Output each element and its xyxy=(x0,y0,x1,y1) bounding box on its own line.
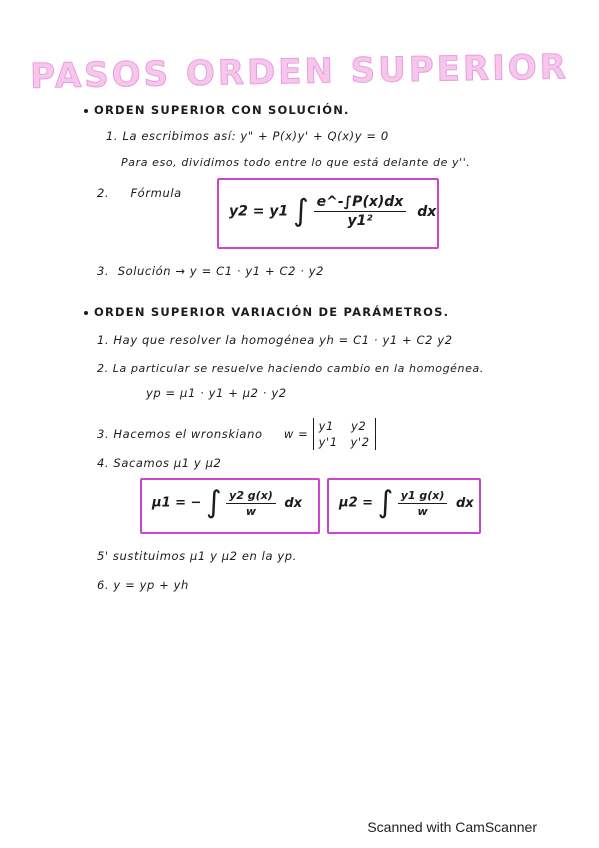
section2-step2: 2. La particular se resuelve haciendo cambio en la homogénea. xyxy=(97,362,484,375)
formula-y2 xyxy=(229,194,436,229)
wronskian-label: w = xyxy=(283,427,309,441)
integral-icon: ∫ xyxy=(293,193,309,229)
mu1-numerator: y2 g(x) xyxy=(226,489,276,504)
mu2-fraction xyxy=(398,489,448,518)
step-text: Fórmula xyxy=(130,186,182,200)
mu1-fraction xyxy=(226,489,276,518)
formula-box-y2 xyxy=(217,178,439,249)
section2-step1: 1. Hay que resolver la homogénea yh = C1 · y1 + C2 y2 xyxy=(97,333,453,347)
formula-box-mu2 xyxy=(327,478,481,534)
section2-step3 xyxy=(97,418,376,450)
step-text: 3. Hacemos el wronskiano xyxy=(97,427,263,441)
section2-step4: 4. Sacamos μ1 y μ2 xyxy=(97,456,222,470)
mu1-dx: dx xyxy=(284,495,303,511)
section1-step1 xyxy=(106,129,389,143)
section2-heading xyxy=(84,305,449,319)
section1-step2 xyxy=(97,186,182,200)
formula-mu1 xyxy=(152,485,303,520)
section1-step3 xyxy=(97,264,324,278)
w-cell: y1 xyxy=(318,419,334,433)
w-cell: y'1 xyxy=(318,435,338,449)
section2-step6: 6. y = yp + yh xyxy=(97,578,189,592)
mu2-dx: dx xyxy=(455,495,474,511)
formula-numerator: e^-∫P(x)dx xyxy=(314,194,407,212)
section2-step5: 5' sustituimos μ1 y μ2 en la yp. xyxy=(97,549,297,563)
formula-dx: dx xyxy=(417,203,437,220)
step-text: La escribimos así: y" + P(x)y' + Q(x)y = 0 xyxy=(122,129,389,143)
formula-lhs: y2 = y1 xyxy=(229,203,289,220)
w-cell: y2 xyxy=(351,419,367,433)
wronskian-matrix xyxy=(313,418,376,450)
mu2-numerator: y1 g(x) xyxy=(398,489,448,504)
formula-mu2 xyxy=(339,485,474,520)
bullet-icon xyxy=(84,109,88,113)
step-number: 2. xyxy=(97,186,110,200)
section2-heading-text: ORDEN SUPERIOR VARIACIÓN DE PARÁMETROS. xyxy=(94,305,450,319)
step-number: 1. xyxy=(106,129,119,143)
section1-heading xyxy=(84,103,350,117)
step-text: Solución → y = C1 · y1 + C2 · y2 xyxy=(117,264,325,278)
step-number: 3. xyxy=(97,264,110,278)
mu2-lhs: μ2 = xyxy=(339,495,374,511)
mu1-denominator: w xyxy=(245,504,257,518)
integral-icon: ∫ xyxy=(377,485,394,520)
section2-step2-formula: yp = μ1 · y1 + μ2 · y2 xyxy=(146,386,287,400)
section1-heading-text: ORDEN SUPERIOR CON SOLUCIÓN. xyxy=(94,103,350,117)
formula-denominator: y1² xyxy=(347,213,373,229)
section1-step1-note: Para eso, dividimos todo entre lo que está delante de y''. xyxy=(121,156,471,169)
formula-box-mu1 xyxy=(140,478,320,534)
scanner-watermark: Scanned with CamScanner xyxy=(367,819,537,835)
integral-icon: ∫ xyxy=(205,485,222,520)
mu2-denominator: w xyxy=(417,504,428,518)
page-title: PASOS ORDEN SUPERIOR xyxy=(29,47,570,97)
w-cell: y'2 xyxy=(350,435,370,449)
mu1-lhs: μ1 = − xyxy=(152,495,202,511)
formula-fraction xyxy=(314,194,407,229)
bullet-icon xyxy=(84,311,88,315)
